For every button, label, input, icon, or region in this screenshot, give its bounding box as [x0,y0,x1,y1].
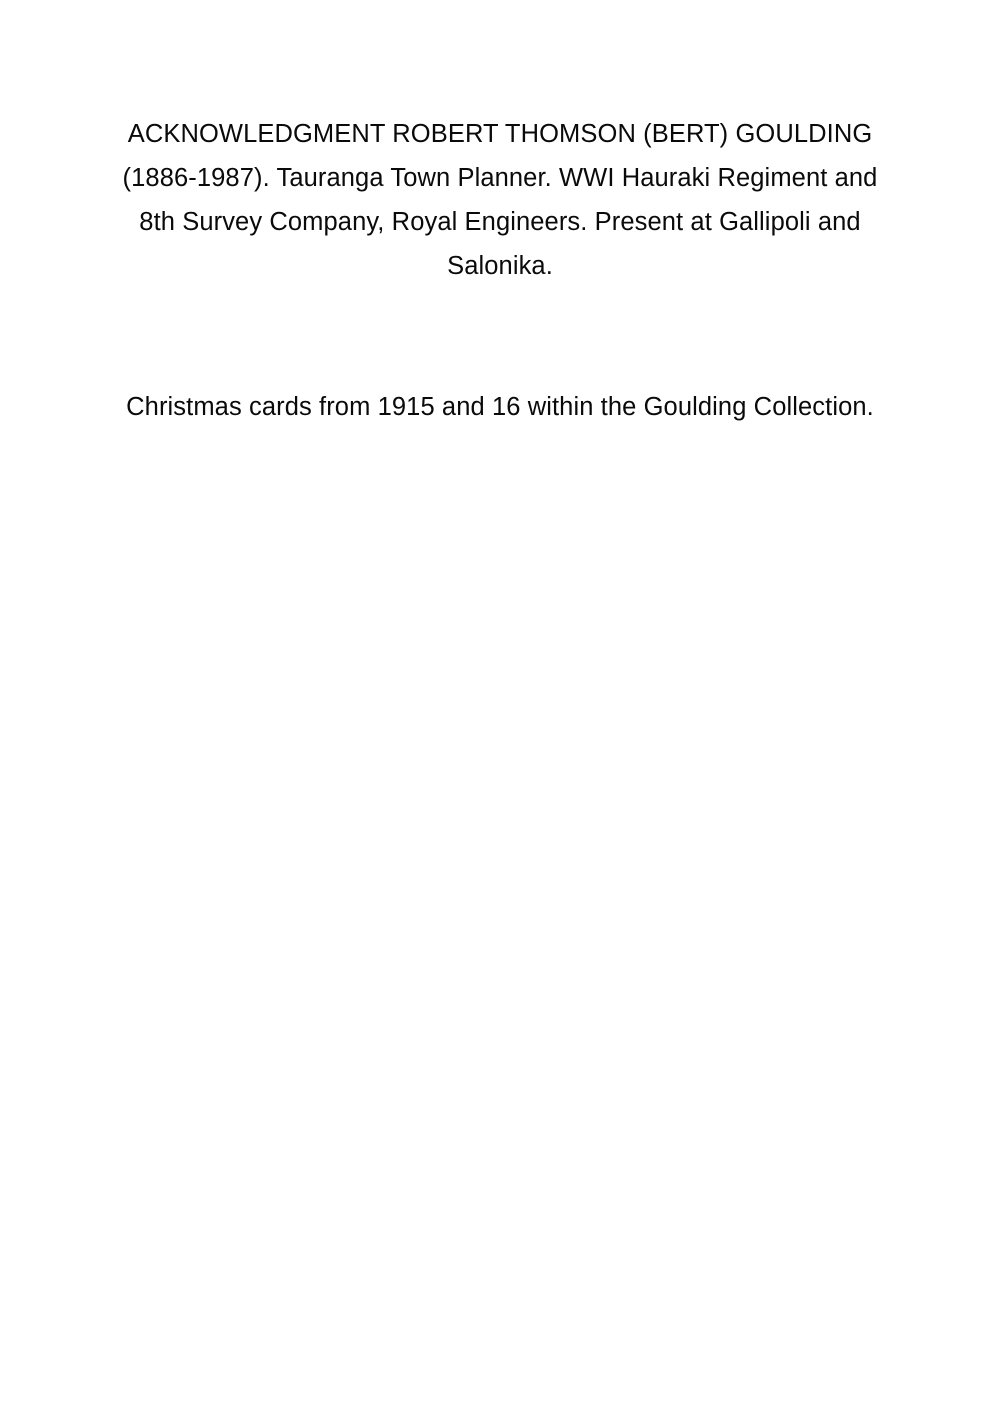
document-body [118,112,882,429]
collection-note-paragraph: Christmas cards from 1915 and 16 within the Goulding Collection. [126,393,874,421]
paragraph-spacer [118,288,882,385]
acknowledgment-paragraph: ACKNOWLEDGMENT ROBERT THOMSON (BERT) GOULDING (1886-1987). Tauranga Town Planner. WWI Hauraki Regiment and 8th Survey Company, Royal Engineers. Present at Gallipoli and Salonika. [122,120,878,280]
